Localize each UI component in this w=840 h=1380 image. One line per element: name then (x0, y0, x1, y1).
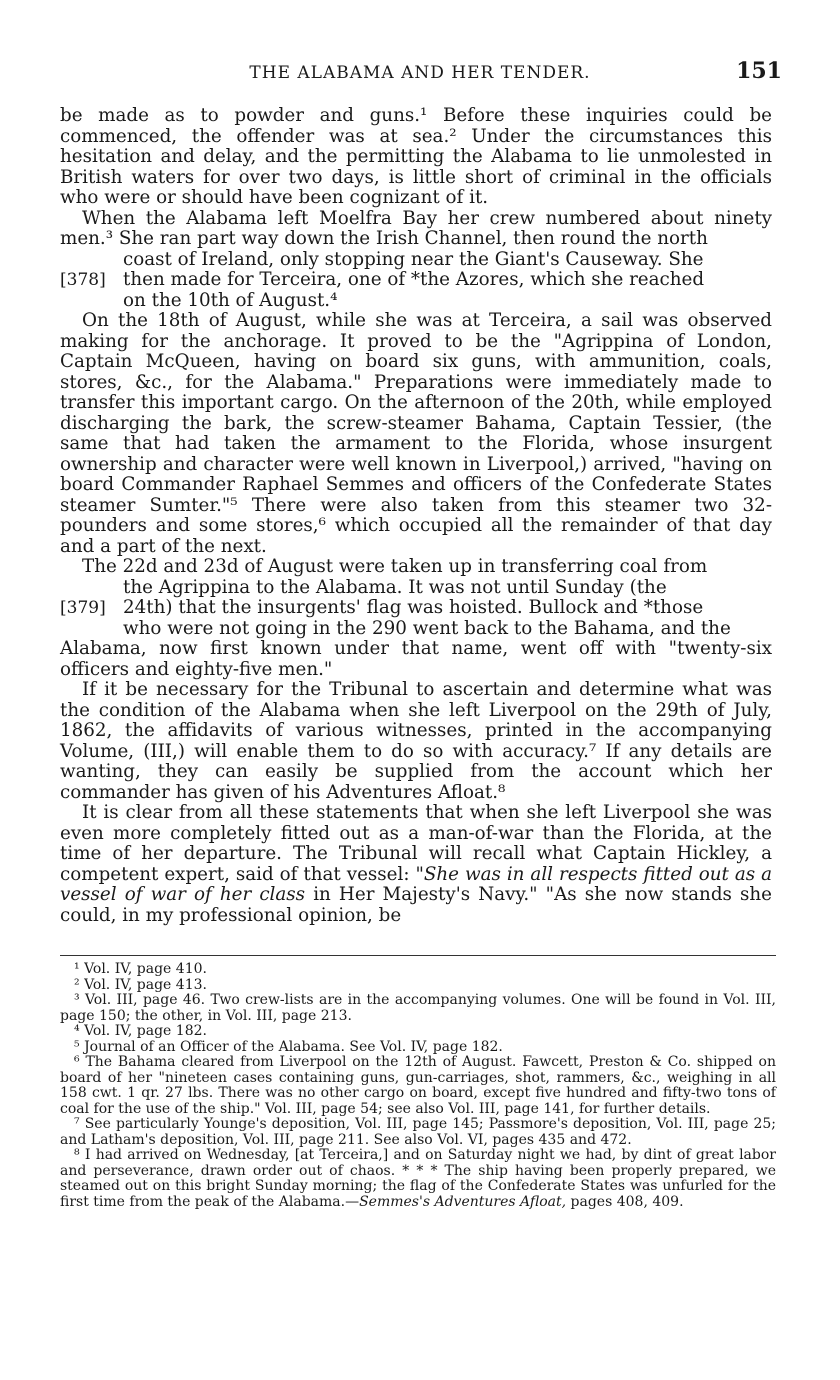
footnote-8 (60, 1148, 776, 1210)
footnote-4: ⁴ Vol. IV, page 182. (74, 1023, 207, 1039)
paragraph-4-line-3-text: 24th) that the insurgents' flag was hoisted. Bullock and *those (123, 597, 704, 618)
paragraph-2-line-3 (60, 250, 772, 271)
paragraph-4-line-2-text: the Agrippina to the Alabama. It was not until Sunday (the (123, 576, 667, 598)
footnote-5: ⁵ Journal of an Officer of the Alabama. See Vol. IV, page 182. (74, 1038, 503, 1055)
footnote-8-text: ⁸ I had arrived on Wednesday, [at Terceira,] and on Saturday night we had, by dint of great labor and perseverance, drawn order out of chaos. * * * The ship having been properly prepared, we steamed out on this bright Sunday morning; the flag of the Confederate States was unfurled for the first time from the peak of the Alabama.— (60, 1147, 776, 1210)
paragraph-6-post: in Her Majesty's Navy." "As she now stands she could, in my professional opinion, be (60, 884, 773, 926)
footnotes (60, 962, 776, 1210)
footnote-rule (60, 955, 776, 956)
paragraph-1: be made as to powder and guns.¹ Before these inquiries could be commenced, the offender was at sea.² Under the circumstances this hesitation and delay, and the permitting the Alabama to lie unmolested in British waters for over two days, is little short of criminal in the officials who were or should have been cognizant of it. (60, 105, 772, 208)
footnote-6: ⁶ The Bahama cleared from Liverpool on the 12th of August. Fawcett, Preston & Co. shipped on board of her "nineteen cases containing guns, gun-carriages, shot, rammers, &c., weighing in all 158 cwt. 1 qr. 27 lbs. There was no other cargo on board, except five hundred and fifty-two tons of coal for the use of the ship." Vol. III, page 54; see also Vol. III, page 141, for further details. (60, 1054, 776, 1117)
footnote-7: ⁷ See particularly Younge's deposition, Vol. III, page 145; Passmore's deposition, Vol. III, page 25; and Latham's deposition, Vol. III, page 211. See also Vol. VI, pages 435 and 472. (60, 1116, 776, 1148)
margin-note-378: [378] (60, 270, 106, 290)
footnote-2: ² Vol. IV, page 413. (74, 976, 207, 993)
paragraph-4-line-4 (60, 619, 772, 640)
running-title: THE ALABAMA AND HER TENDER. (249, 63, 591, 83)
footnote-8-pages: pages 408, 409. (566, 1193, 684, 1210)
paragraph-4-line-4-text: who were not going in the 290 went back to the Bahama, and the (123, 617, 731, 639)
paragraph-2-line-5 (60, 291, 772, 312)
page-header (60, 58, 782, 91)
paragraph-2-line-4 (60, 270, 772, 291)
margin-note-379: [379] (60, 598, 106, 618)
paragraph-2-lead: When the Alabama left Moelfra Bay her crew numbered about ninety men.³ She ran part way down the Irish Channel, then round the north (60, 207, 772, 249)
paragraph-2-line-3-text: coast of Ireland, only stopping near the Giant's Causeway. She (123, 248, 704, 270)
paragraph-4-line-3 (60, 598, 772, 619)
paragraph-6-quote: She was in all respects fitted out as a vessel of war of her class (60, 863, 772, 905)
paragraph-3: On the 18th of August, while she was at Terceira, a sail was observed making for the anchorage. It proved to be the "Agrippina of London, Captain McQueen, having on board six guns, with ammunition, coals, stores, &c., for the Alabama." Preparations were immediately made to transfer this important cargo. On the afternoon of the 20th, while employed discharging the bark, the screw-steamer Bahama, Captain Tessier, (the same that had taken the armament to the Florida, whose insurgent ownership and character were well known in Liverpool,) arrived, "having on board Commander Raphael Semmes and officers of the Confederate States steamer Sumter."⁵ There were also taken from this steamer two 32-pounders and some stores,⁶ which occupied all the remainder of that day and a part of the next. (60, 310, 772, 557)
paragraph-4-line-2 (60, 578, 772, 599)
paragraph-4-line-1: The 22d and 23d of August were taken up in transferring coal from (82, 556, 708, 577)
paragraph-5: If it be necessary for the Tribunal to ascertain and determine what was the condition of the Alabama when she left Liverpool on the 29th of July, 1862, the affidavits of various witnesses, printed in the accompanying Volume, (III,) will enable them to do so with accuracy.⁷ If any details are wanting, they can easily be supplied from the account which her commander has given of his Adventures Afloat.⁸ (60, 679, 772, 803)
paragraph-4-rest: Alabama, now first known under that name, went off with "twenty-six officers and eighty-five men." (60, 638, 772, 680)
footnote-8-source: Semmes's Adventures Afloat, (359, 1193, 567, 1210)
footnote-3: ³ Vol. III, page 46. Two crew-lists are in the accompanying volumes. One will be found in Vol. III, page 150; the other, in Vol. III, page 213. (60, 992, 776, 1024)
paragraph-6-pre: It is clear from all these statements that when she left Liverpool she was even more completely fitted out as a man-of-war than the Florida, at the time of her departure. The Tribunal will recall what Captain Hickley, a competent expert, said of that vessel: " (60, 802, 772, 885)
footnote-1: ¹ Vol. IV, page 410. (74, 961, 207, 977)
page-number: 151 (736, 58, 782, 84)
paragraph-2-line-5-text: on the 10th of August.⁴ (123, 289, 338, 311)
paragraph-2-line-4-text: then made for Terceira, one of *the Azores, which she reached (123, 269, 705, 290)
paragraph-6 (60, 803, 772, 926)
body-text (60, 106, 772, 926)
